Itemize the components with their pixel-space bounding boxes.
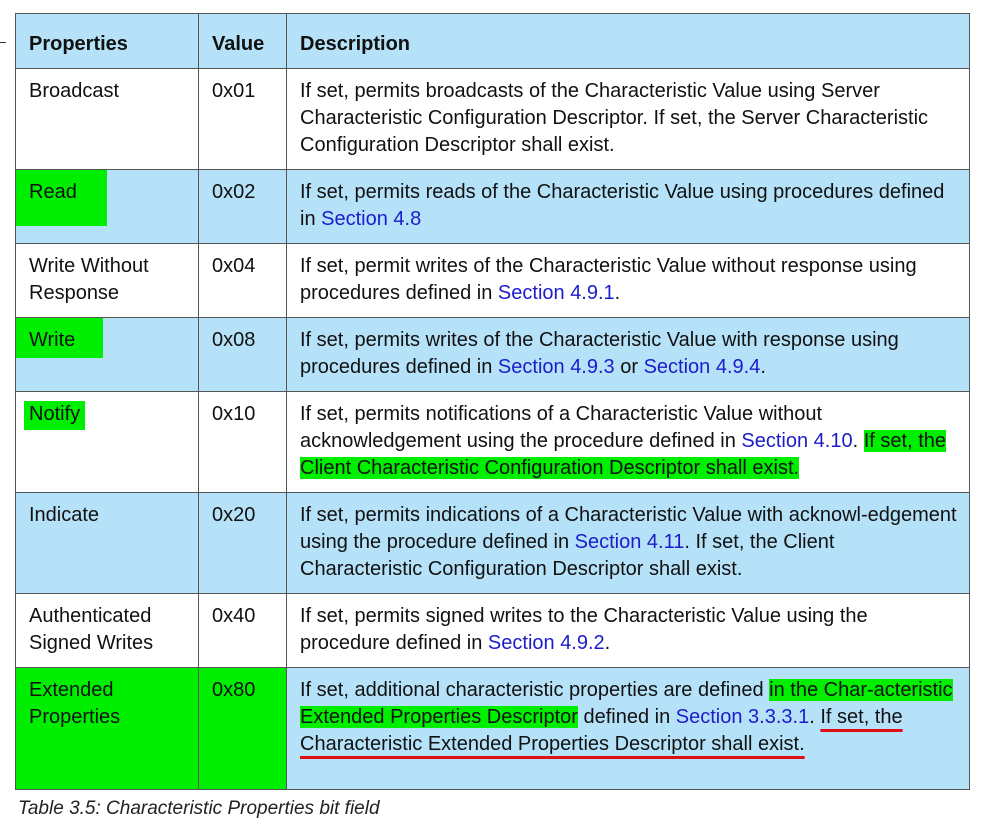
section-link[interactable]: Section 4.10: [741, 430, 853, 452]
property-highlight: Read: [16, 170, 107, 226]
property-cell: [16, 170, 199, 244]
value-cell: 0x04: [199, 244, 287, 318]
property-cell: Extended Properties: [16, 668, 199, 790]
value-cell: 0x10: [199, 392, 287, 493]
section-link[interactable]: Section 4.8: [321, 208, 422, 230]
table-row: [16, 244, 970, 318]
table-row: [16, 170, 970, 244]
description-cell: If set, permits indications of a Characteristic Value with acknowl-edgement using the procedure defined in Section 4.11. If set, the Client Characteristic Configuration Descriptor shall exist.: [287, 493, 970, 594]
property-cell: [16, 318, 199, 392]
section-link[interactable]: Section 4.9.4: [643, 356, 761, 378]
section-link[interactable]: Section 3.3.3.1: [675, 706, 810, 728]
section-link[interactable]: Section 4.9.1: [497, 282, 615, 304]
description-cell: If set, permits broadcasts of the Characteristic Value using Server Characteristic Configuration Descriptor. If set, the Server Characteristic Configuration Descriptor shall exist.: [287, 69, 970, 170]
section-link[interactable]: Section 4.11: [574, 531, 685, 553]
header-value: Value: [199, 14, 287, 69]
table-row: [16, 668, 970, 790]
value-cell: 0x20: [199, 493, 287, 594]
header-row: [16, 14, 970, 69]
highlighted-text: in the Char-acteristic Extended Properties Descriptor: [300, 679, 953, 728]
underlined-text: If set, the Characteristic Extended Properties Descriptor shall exist.: [300, 706, 903, 755]
property-highlight: Write: [16, 318, 103, 358]
header-description: Description: [287, 14, 970, 69]
property-highlight: Notify: [24, 401, 85, 430]
value-cell: 0x02: [199, 170, 287, 244]
property-cell: Indicate: [16, 493, 199, 594]
table-row: [16, 392, 970, 493]
header-properties: Properties: [16, 14, 199, 69]
property-cell: Broadcast: [16, 69, 199, 170]
property-cell: Authenticated Signed Writes: [16, 594, 199, 668]
value-cell: 0x40: [199, 594, 287, 668]
property-cell: [16, 392, 199, 493]
table-caption: Table 3.5: Characteristic Properties bit field: [18, 798, 380, 819]
description-cell: If set, permits signed writes to the Characteristic Value using the procedure defined in Section 4.9.2.: [287, 594, 970, 668]
table-row: [16, 493, 970, 594]
margin-mark: [0, 42, 6, 43]
value-cell: 0x80: [199, 668, 287, 790]
characteristic-properties-table: [15, 13, 969, 790]
section-link[interactable]: Section 4.9.3: [497, 356, 615, 378]
table-row: [16, 318, 970, 392]
description-cell: If set, permit writes of the Characteristic Value without response using procedures defined in Section 4.9.1.: [287, 244, 970, 318]
section-link[interactable]: Section 4.9.2: [487, 632, 605, 654]
table-row: [16, 594, 970, 668]
table-row: [16, 69, 970, 170]
property-cell: Write Without Response: [16, 244, 199, 318]
description-cell: If set, permits notifications of a Characteristic Value without acknowledgement using the procedure defined in Section 4.10. If set, the Client Characteristic Configuration Descriptor shall exist.: [287, 392, 970, 493]
value-cell: 0x08: [199, 318, 287, 392]
description-cell: If set, permits writes of the Characteristic Value with response using procedures defined in Section 4.9.3 or Section 4.9.4.: [287, 318, 970, 392]
value-cell: 0x01: [199, 69, 287, 170]
highlighted-text: If set, the Client Characteristic Configuration Descriptor shall exist.: [300, 430, 946, 479]
description-cell: If set, permits reads of the Characteristic Value using procedures defined in Section 4.8: [287, 170, 970, 244]
description-cell: If set, additional characteristic properties are defined in the Char-acteristic Extended Properties Descriptor defined in Section 3.3.3.1. If set, the Characteristic Extended Properties Descriptor shall exist.: [287, 668, 970, 790]
